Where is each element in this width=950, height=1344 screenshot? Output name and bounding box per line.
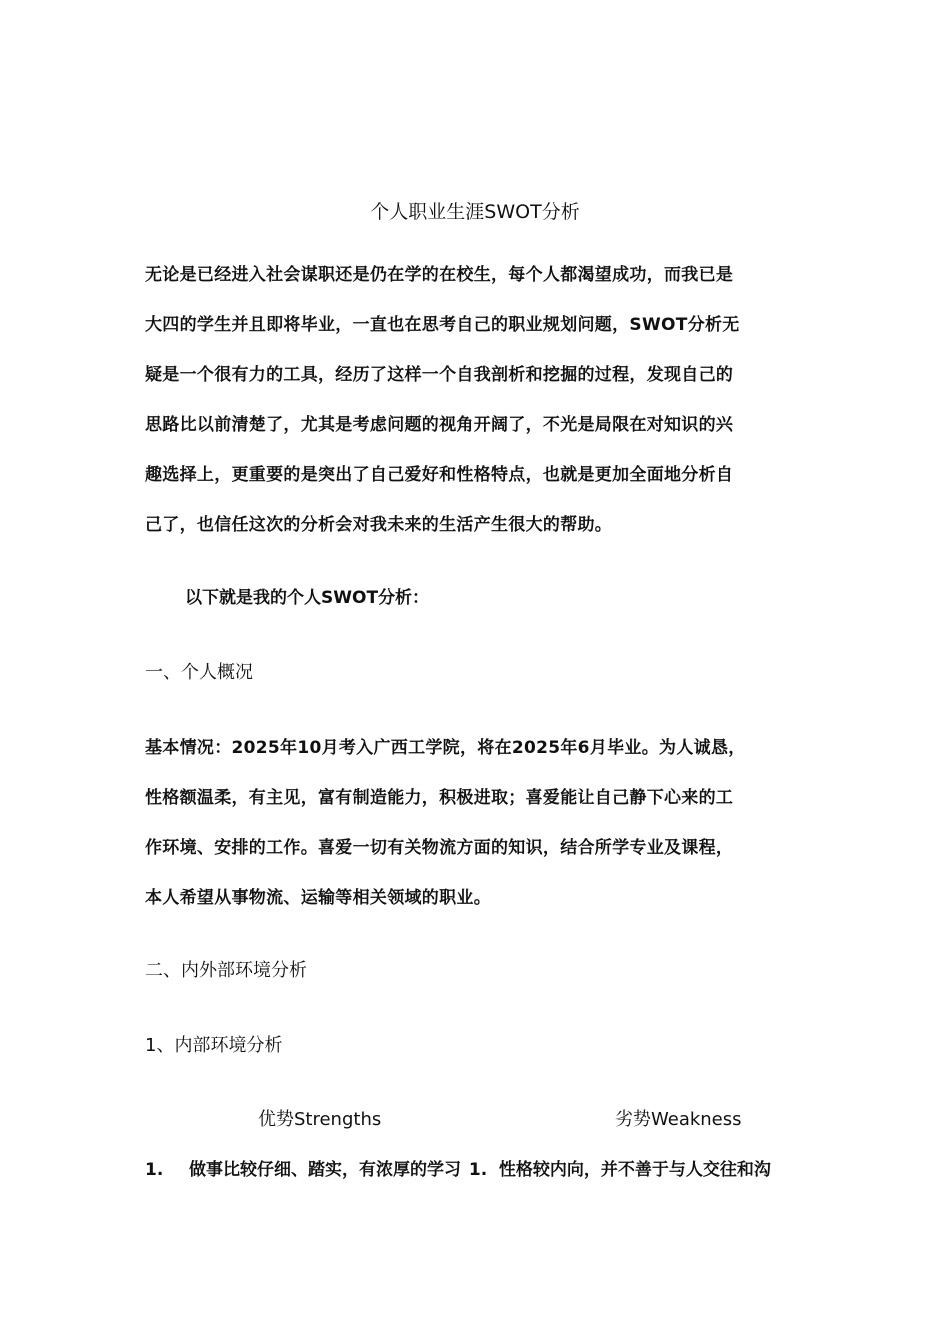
intro-line: 无论是已经进入社会谋职还是仍在学的在校生，每个人都渴望成功，而我已是 bbox=[145, 265, 734, 285]
basic-info-line: 作环境、安排的工作。喜爱一切有关物流方面的知识，结合所学专业及课程， bbox=[145, 838, 734, 858]
basic-info-paragraph bbox=[145, 723, 815, 923]
section-heading-environment-analysis: 二、内外部环境分析 bbox=[145, 960, 307, 981]
basic-info-line: 基本情况：2025年10月考入广西工学院，将在2025年6月毕业。为人诚恳， bbox=[145, 738, 746, 758]
intro-paragraph bbox=[145, 250, 815, 550]
weakness-column-header: 劣势Weakness bbox=[615, 1109, 742, 1130]
weakness-item-number: 1. bbox=[468, 1160, 488, 1180]
document-title: 个人职业生涯SWOT分析 bbox=[370, 201, 580, 223]
intro-line: 趣选择上，更重要的是突出了自己爱好和性格特点，也就是更加全面地分析自 bbox=[145, 465, 734, 485]
swot-first-row bbox=[145, 1156, 771, 1184]
section-heading-personal-overview: 一、个人概况 bbox=[145, 662, 253, 683]
strength-item-text: 做事比较仔细、踏实，有浓厚的学习 bbox=[189, 1160, 461, 1180]
intro-line: 己了，也信任这次的分析会对我未来的生活产生很大的帮助。 bbox=[145, 515, 613, 535]
intro-line: 疑是一个很有力的工具，经历了这样一个自我剖析和挖掘的过程，发现自己的 bbox=[145, 365, 734, 385]
basic-info-line: 本人希望从事物流、运输等相关领域的职业。 bbox=[145, 888, 491, 908]
swot-lead-in: 以下就是我的个人SWOT分析： bbox=[185, 588, 430, 608]
intro-line: 思路比以前清楚了，尤其是考虑问题的视角开阔了，不光是局限在对知识的兴 bbox=[145, 415, 734, 435]
intro-line: 大四的学生并且即将毕业，一直也在思考自己的职业规划问题，SWOT分析无 bbox=[145, 315, 740, 335]
weakness-item-text: 性格较内向，并不善于与人交往和沟 bbox=[498, 1160, 771, 1180]
strength-item-number: 1. bbox=[145, 1160, 164, 1180]
subsection-heading-internal-environment: 1、内部环境分析 bbox=[145, 1035, 283, 1056]
strengths-column-header: 优势Strengths bbox=[258, 1109, 382, 1130]
basic-info-line: 性格额温柔，有主见，富有制造能力，积极进取；喜爱能让自己静下心来的工 bbox=[145, 788, 734, 808]
